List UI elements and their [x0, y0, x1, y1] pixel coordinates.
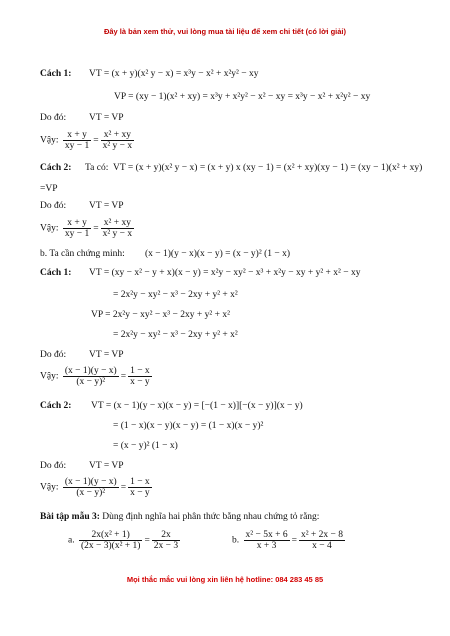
fraction-right: $\frac{2x}{2x - 3}$: [153, 530, 179, 551]
cach1-label: Cách 1:: [40, 268, 72, 278]
fraction-right: $\frac{\text{x² + xy}}{\text{x² y − x}}$: [102, 130, 133, 151]
fraction-left: $\frac{\text{x² − 5x + 6}}{x + 3}$: [245, 530, 288, 551]
exercise-b: b. $\frac{\text{x² − 5x + 6}}{x + 3}$ = $\frac{\text{x² + 2x − 8}}{x - 4}$: [232, 530, 344, 551]
b1-line2: = 2x²y − xy² − x³ − 2xy + y² + x²: [113, 290, 238, 300]
vt-eq-vp: VT = VP: [89, 113, 124, 123]
cach1-vp-line: VP = (xy − 1)(x² + xy) = x³y + x²y² − x² − xy = x³y − x² + x²y² − xy: [114, 92, 371, 102]
cach2-label: Cách 2:: [40, 401, 72, 411]
do-do-label: Do đó:: [40, 201, 67, 211]
fraction-left: $\frac{(x - 1)(y - x)}{\text{(x − y)²}}$: [64, 477, 117, 498]
vt-eq-vp: VT = VP: [89, 201, 124, 211]
hotline-footer: Mọi thắc mắc vui lòng xin liên hệ hotline: 084 283 45 85: [126, 575, 324, 584]
ta-co-label: Ta có:: [85, 163, 109, 173]
do-do-label: Do đó:: [40, 350, 67, 360]
fraction-left: $\frac{x + y}{xy - 1}$: [64, 218, 90, 239]
fraction-right: $\frac{1 - x}{x - y}$: [130, 366, 150, 387]
exercise-heading: [40, 512, 319, 523]
fraction-left: $\frac{\text{2x(x² + 1)}}{\text{(2x − 3)(x² + 1)}}$: [80, 530, 141, 551]
conclusion-1: Vậy: $\frac{x + y}{xy - 1}$ = $\frac{\text{x² + xy}}{\text{x² y − x}}$: [40, 130, 133, 151]
b1-vp-line: VP = 2x²y − xy² − x³ − 2xy + y² + x²: [91, 310, 230, 320]
eq-vp: =VP: [40, 184, 58, 194]
conclusion-4: Vậy: $\frac{(x - 1)(y - x)}{\text{(x − y)²}}$ = $\frac{1 - x}{x - y}$: [40, 477, 150, 498]
vay-label: Vậy:: [40, 223, 59, 234]
vay-label: Vậy:: [40, 135, 59, 146]
fraction-left: $\frac{(x - 1)(y - x)}{\text{(x − y)²}}$: [64, 366, 117, 387]
do-do-label: Do đó:: [40, 113, 67, 123]
item-b-label: b.: [232, 535, 240, 546]
b1-line4: = 2x²y − xy² − x³ − 2xy + y² + x²: [113, 330, 238, 340]
b1-vt-line: VT = (xy − x² − y + x)(x − y) = x²y − xy² − x³ + x²y − xy + y² + x² − xy: [89, 268, 361, 278]
do-do-label: Do đó:: [40, 461, 67, 471]
cach2-line: VT = (x + y)(x² y − x) = (x + y) x (xy − 1) = (x² + xy)(xy − 1) = (xy − 1)(x² + xy): [113, 163, 423, 173]
b2-line2: = (1 − x)(x − y)(x − y) = (1 − x)(x − y)²: [113, 421, 264, 431]
vay-label: Vậy:: [40, 371, 59, 382]
conclusion-2: Vậy: $\frac{x + y}{xy - 1}$ = $\frac{\text{x² + xy}}{\text{x² y − x}}$: [40, 218, 133, 239]
cach2-label: Cách 2:: [40, 163, 72, 173]
fraction-right: $\frac{\text{x² + 2x − 8}}{x - 4}$: [300, 530, 344, 551]
conclusion-3: Vậy: $\frac{(x - 1)(y - x)}{\text{(x − y)²}}$ = $\frac{1 - x}{x - y}$: [40, 366, 150, 387]
b2-line3: = (x − y)² (1 − x): [113, 441, 178, 451]
exercise-title: Bài tập mẫu 3:: [40, 512, 100, 522]
exercise-text: Dùng định nghĩa hai phân thức bằng nhau chứng tỏ rằng:: [102, 512, 320, 522]
cach1-vt-line: VT = (x + y)(x² y − x) = x³y − x² + x²y² − xy: [89, 69, 259, 79]
fraction-right: $\frac{1 - x}{x - y}$: [130, 477, 150, 498]
cach1-label: Cách 1:: [40, 69, 72, 79]
part-b-label: b. Ta cần chứng minh:: [40, 249, 125, 259]
vt-eq-vp: VT = VP: [89, 461, 124, 471]
part-b-claim: (x − 1)(y − x)(x − y) = (x − y)² (1 − x): [145, 249, 291, 259]
vay-label: Vậy:: [40, 482, 59, 493]
fraction-right: $\frac{\text{x² + xy}}{\text{x² y − x}}$: [102, 218, 133, 239]
vt-eq-vp: VT = VP: [89, 350, 124, 360]
preview-notice: Đây là bản xem thử, vui lòng mua tài liệu để xem chi tiết (có lời giải): [103, 27, 347, 36]
fraction-left: $\frac{x + y}{xy - 1}$: [64, 130, 90, 151]
item-a-label: a.: [68, 535, 75, 546]
b2-vt-line: VT = (x − 1)(y − x)(x − y) = [−(1 − x)][−(x − y)](x − y): [91, 401, 303, 411]
exercise-a: a. $\frac{\text{2x(x² + 1)}}{\text{(2x − 3)(x² + 1)}}$ = $\frac{2x}{2x - 3}$: [68, 530, 179, 551]
